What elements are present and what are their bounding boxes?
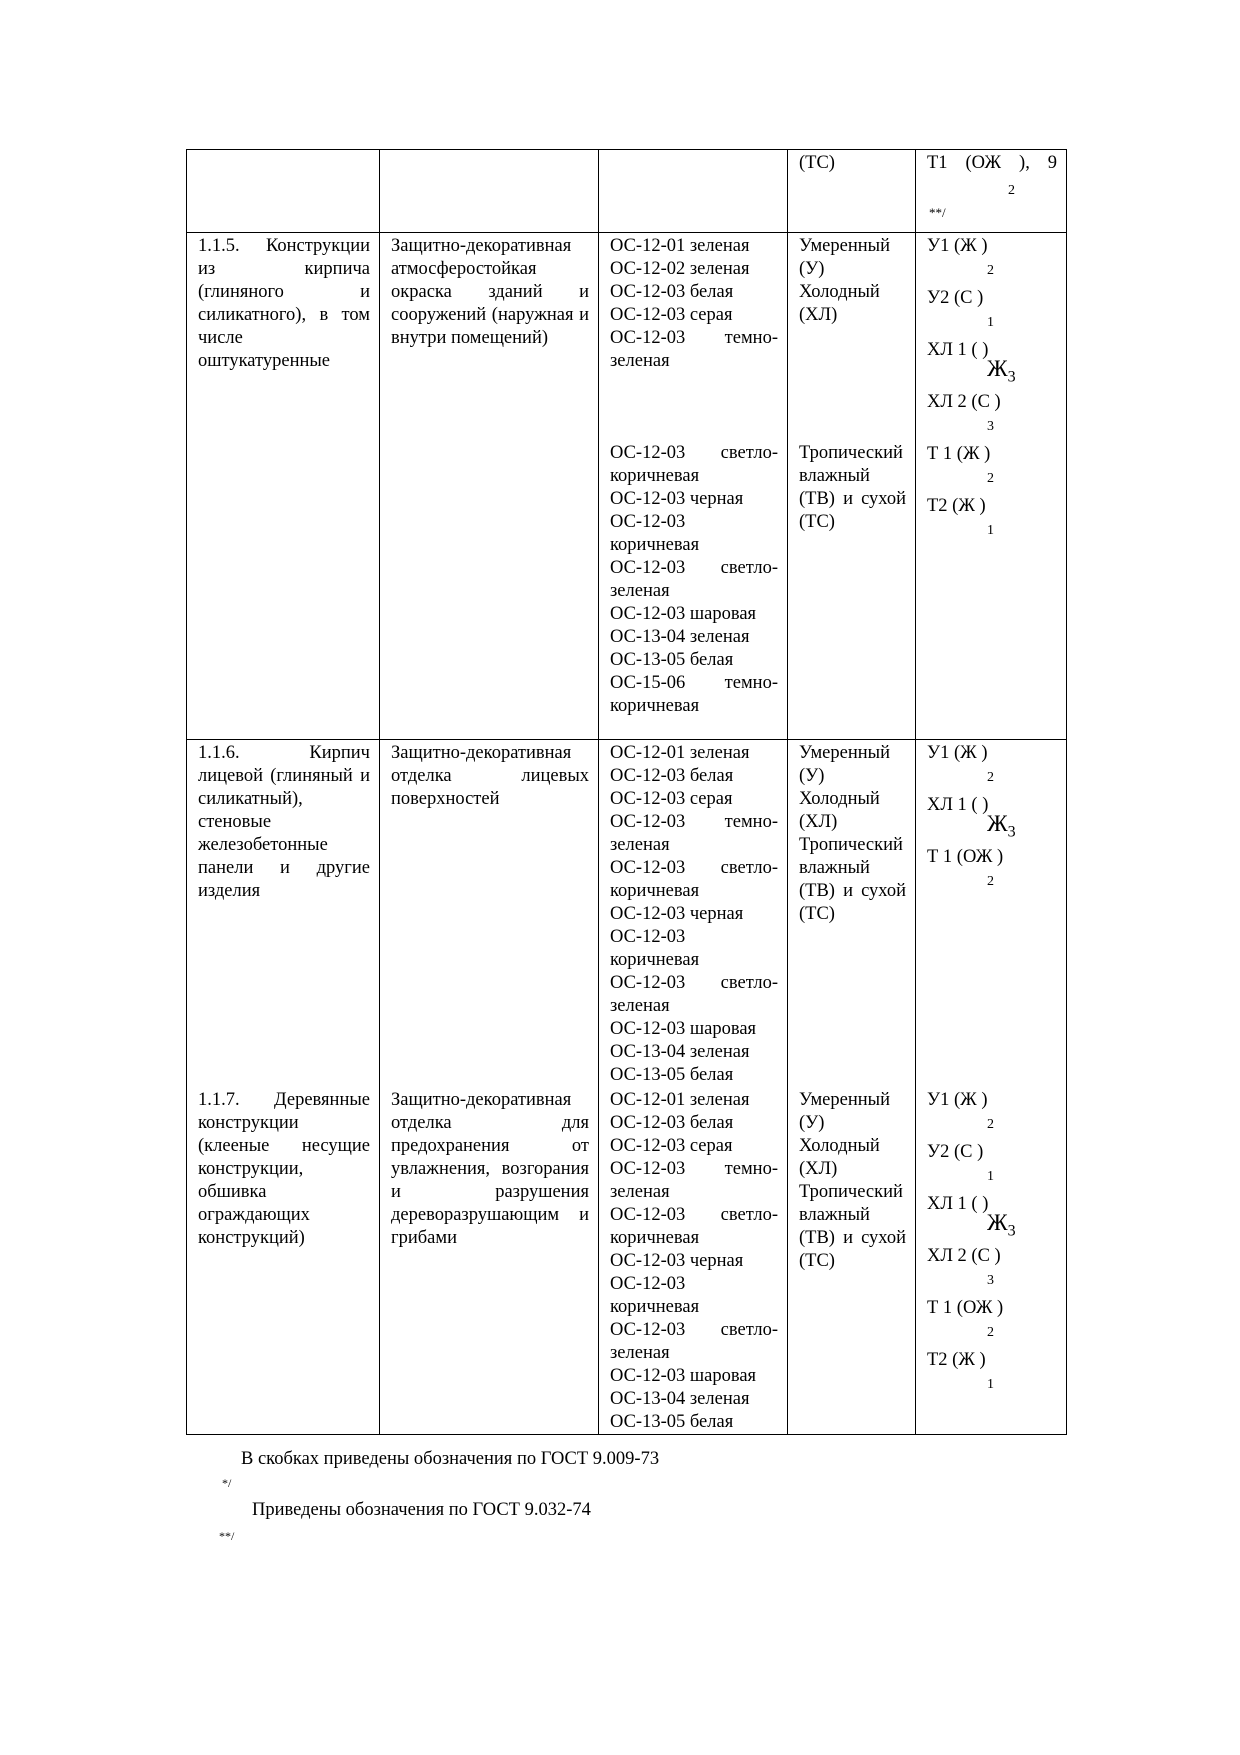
zh-symbol bbox=[987, 1211, 1016, 1243]
zh-sub: 3 bbox=[1007, 823, 1016, 841]
color-item: ОС-12-03 темно-зеленая bbox=[610, 1159, 778, 1202]
category-sub: 2 bbox=[987, 471, 994, 486]
climate-text: (ТС) bbox=[799, 153, 835, 173]
cell-construction: 1.1.6. Кирпич лицевой (глиняный и силикатный), стеновые железобетонные панели и другие изделия bbox=[187, 740, 380, 1088]
category-line: У1 (Ж ) bbox=[927, 236, 988, 256]
category-line: У1 (Ж ) bbox=[927, 743, 988, 763]
color-item: ОС-12-03 светло-зеленая bbox=[610, 558, 778, 601]
category-line: ХЛ 1 ( ) bbox=[927, 795, 989, 815]
cell-construction: 1.1.5. Конструкции из кирпича (глиняного и силикатного), в том числе оштукатуренные bbox=[187, 233, 380, 740]
color-item: ОС-13-05 белая bbox=[610, 650, 734, 670]
cell-category bbox=[916, 1087, 1067, 1435]
color-item: ОС-13-04 зеленая bbox=[610, 627, 750, 647]
color-item: ОС-12-01 зеленая bbox=[610, 1090, 750, 1110]
cell-colors bbox=[599, 150, 788, 233]
category-line: Т 1 (ОЖ ) bbox=[927, 847, 1004, 867]
color-item: ОС-12-03 светло-коричневая bbox=[610, 1205, 778, 1248]
cell-purpose: Защитно-декоративная отделка для предохранения от увлажнения, возгорания и разрушения дереворазрушающим и грибами bbox=[380, 1087, 599, 1435]
table-row bbox=[187, 150, 1067, 233]
category-line: У1 (Ж ) bbox=[927, 1090, 988, 1110]
color-item: ОС-12-03 серая bbox=[610, 789, 733, 809]
category-line: ХЛ 1 ( ) bbox=[927, 340, 989, 360]
color-item: ОС-12-03 черная bbox=[610, 904, 744, 924]
color-item: ОС-12-03 серая bbox=[610, 1136, 733, 1156]
color-item: ОС-12-03 темно-зеленая bbox=[610, 328, 778, 371]
footnote-1-mark: */ bbox=[222, 1476, 232, 1490]
color-item: ОС-13-05 белая bbox=[610, 1412, 734, 1432]
coatings-table bbox=[186, 149, 1067, 1435]
cell-purpose: Защитно-декоративная отделка лицевых поверхностей bbox=[380, 740, 599, 1088]
footnote-2: Приведены обозначения по ГОСТ 9.032-74 bbox=[252, 1500, 591, 1520]
category-sub: 1 bbox=[987, 315, 994, 330]
table-row bbox=[187, 1087, 1067, 1435]
color-item: ОС-12-03 черная bbox=[610, 489, 744, 509]
category-line: ХЛ 2 (С ) bbox=[927, 392, 1001, 412]
category-sub: 1 bbox=[987, 1169, 994, 1184]
category-sub: 3 bbox=[987, 1273, 994, 1288]
category-line: Т 1 (Ж ) bbox=[927, 444, 991, 464]
zh-sub: 3 bbox=[1007, 1222, 1016, 1240]
footnote-2-mark: **/ bbox=[219, 1529, 235, 1543]
color-item: ОС-13-04 зеленая bbox=[610, 1389, 750, 1409]
color-item: ОС-12-03 шаровая bbox=[610, 604, 757, 624]
color-item: ОС-12-01 зеленая bbox=[610, 236, 750, 256]
category-sub: 3 bbox=[987, 419, 994, 434]
color-item: ОС-12-03 коричневая bbox=[610, 1274, 700, 1317]
climate-text: Тропический влажный (ТВ) и сухой (ТС) bbox=[799, 443, 906, 532]
color-item: ОС-12-03 белая bbox=[610, 766, 734, 786]
cell-climate bbox=[788, 233, 916, 740]
color-item: ОС-12-03 светло-зеленая bbox=[610, 1320, 778, 1363]
category-line: Т2 (Ж ) bbox=[927, 496, 986, 516]
zh-symbol bbox=[987, 357, 1016, 389]
category-line: У2 (С ) bbox=[927, 1142, 984, 1162]
color-item: ОС-12-03 белая bbox=[610, 282, 734, 302]
color-item: ОС-15-06 темно-коричневая bbox=[610, 673, 778, 716]
color-item: ОС-13-04 зеленая bbox=[610, 1042, 750, 1062]
category-sub: 1 bbox=[987, 1377, 994, 1392]
cell-category bbox=[916, 150, 1067, 233]
table-row bbox=[187, 233, 1067, 740]
color-item: ОС-12-03 шаровая bbox=[610, 1019, 757, 1039]
footnote-mark: **/ bbox=[929, 205, 946, 220]
category-line: Т 1 (ОЖ ) bbox=[927, 1298, 1004, 1318]
zh-sub: 3 bbox=[1007, 368, 1016, 386]
color-item: ОС-13-05 белая bbox=[610, 1065, 734, 1085]
cell-climate: Умеренный (У) Холодный (ХЛ) Тропический влажный (ТВ) и сухой (ТС) bbox=[788, 740, 916, 1088]
category-text: Т1 (ОЖ ), 9 bbox=[927, 153, 1057, 173]
cell-category bbox=[916, 233, 1067, 740]
category-line: ХЛ 2 (С ) bbox=[927, 1246, 1001, 1266]
color-item: ОС-12-03 светло-зеленая bbox=[610, 973, 778, 1016]
category-line: Т2 (Ж ) bbox=[927, 1350, 986, 1370]
color-item: ОС-12-03 серая bbox=[610, 305, 733, 325]
category-line: ХЛ 1 ( ) bbox=[927, 1194, 989, 1214]
color-item: ОС-12-03 белая bbox=[610, 1113, 734, 1133]
category-sub: 2 bbox=[987, 770, 994, 785]
cell-purpose: Защитно-декоративная атмосферостойкая окраска зданий и сооружений (наружная и внутри помещений) bbox=[380, 233, 599, 740]
color-item: ОС-12-03 светло-коричневая bbox=[610, 858, 778, 901]
color-item: ОС-12-03 темно-зеленая bbox=[610, 812, 778, 855]
category-line: У2 (С ) bbox=[927, 288, 984, 308]
category-sub: 2 bbox=[1008, 183, 1015, 198]
color-item: ОС-12-01 зеленая bbox=[610, 743, 750, 763]
zh-letter: Ж bbox=[987, 1210, 1008, 1235]
climate-text: Умеренный (У) Холодный (ХЛ) bbox=[799, 236, 890, 325]
zh-symbol bbox=[987, 812, 1016, 844]
category-sub: 2 bbox=[987, 874, 994, 889]
color-item: ОС-12-03 черная bbox=[610, 1251, 744, 1271]
color-item: ОС-12-03 светло-коричневая bbox=[610, 443, 778, 486]
zh-letter: Ж bbox=[987, 356, 1008, 381]
color-item: ОС-12-02 зеленая bbox=[610, 259, 750, 279]
cell-colors bbox=[599, 1087, 788, 1435]
footnote-1: В скобках приведены обозначения по ГОСТ 9.009-73 bbox=[241, 1449, 660, 1469]
category-sub: 2 bbox=[987, 1117, 994, 1132]
zh-letter: Ж bbox=[987, 811, 1008, 836]
cell-construction bbox=[187, 150, 380, 233]
color-item: ОС-12-03 шаровая bbox=[610, 1366, 757, 1386]
cell-purpose bbox=[380, 150, 599, 233]
colors-list-a bbox=[610, 235, 778, 373]
cell-colors bbox=[599, 740, 788, 1088]
category-sub: 1 bbox=[987, 523, 994, 538]
color-item: ОС-12-03 коричневая bbox=[610, 512, 700, 555]
cell-category bbox=[916, 740, 1067, 1088]
colors-list-b bbox=[610, 442, 778, 718]
cell-climate: Умеренный (У) Холодный (ХЛ) Тропический влажный (ТВ) и сухой (ТС) bbox=[788, 1087, 916, 1435]
color-item: ОС-12-03 коричневая bbox=[610, 927, 700, 970]
table-row bbox=[187, 740, 1067, 1088]
cell-colors bbox=[599, 233, 788, 740]
category-sub: 2 bbox=[987, 263, 994, 278]
cell-climate bbox=[788, 150, 916, 233]
cell-construction: 1.1.7. Деревянные конструкции (клееные несущие конструкции, обшивка ограждающих конструкций) bbox=[187, 1087, 380, 1435]
category-sub: 2 bbox=[987, 1325, 994, 1340]
